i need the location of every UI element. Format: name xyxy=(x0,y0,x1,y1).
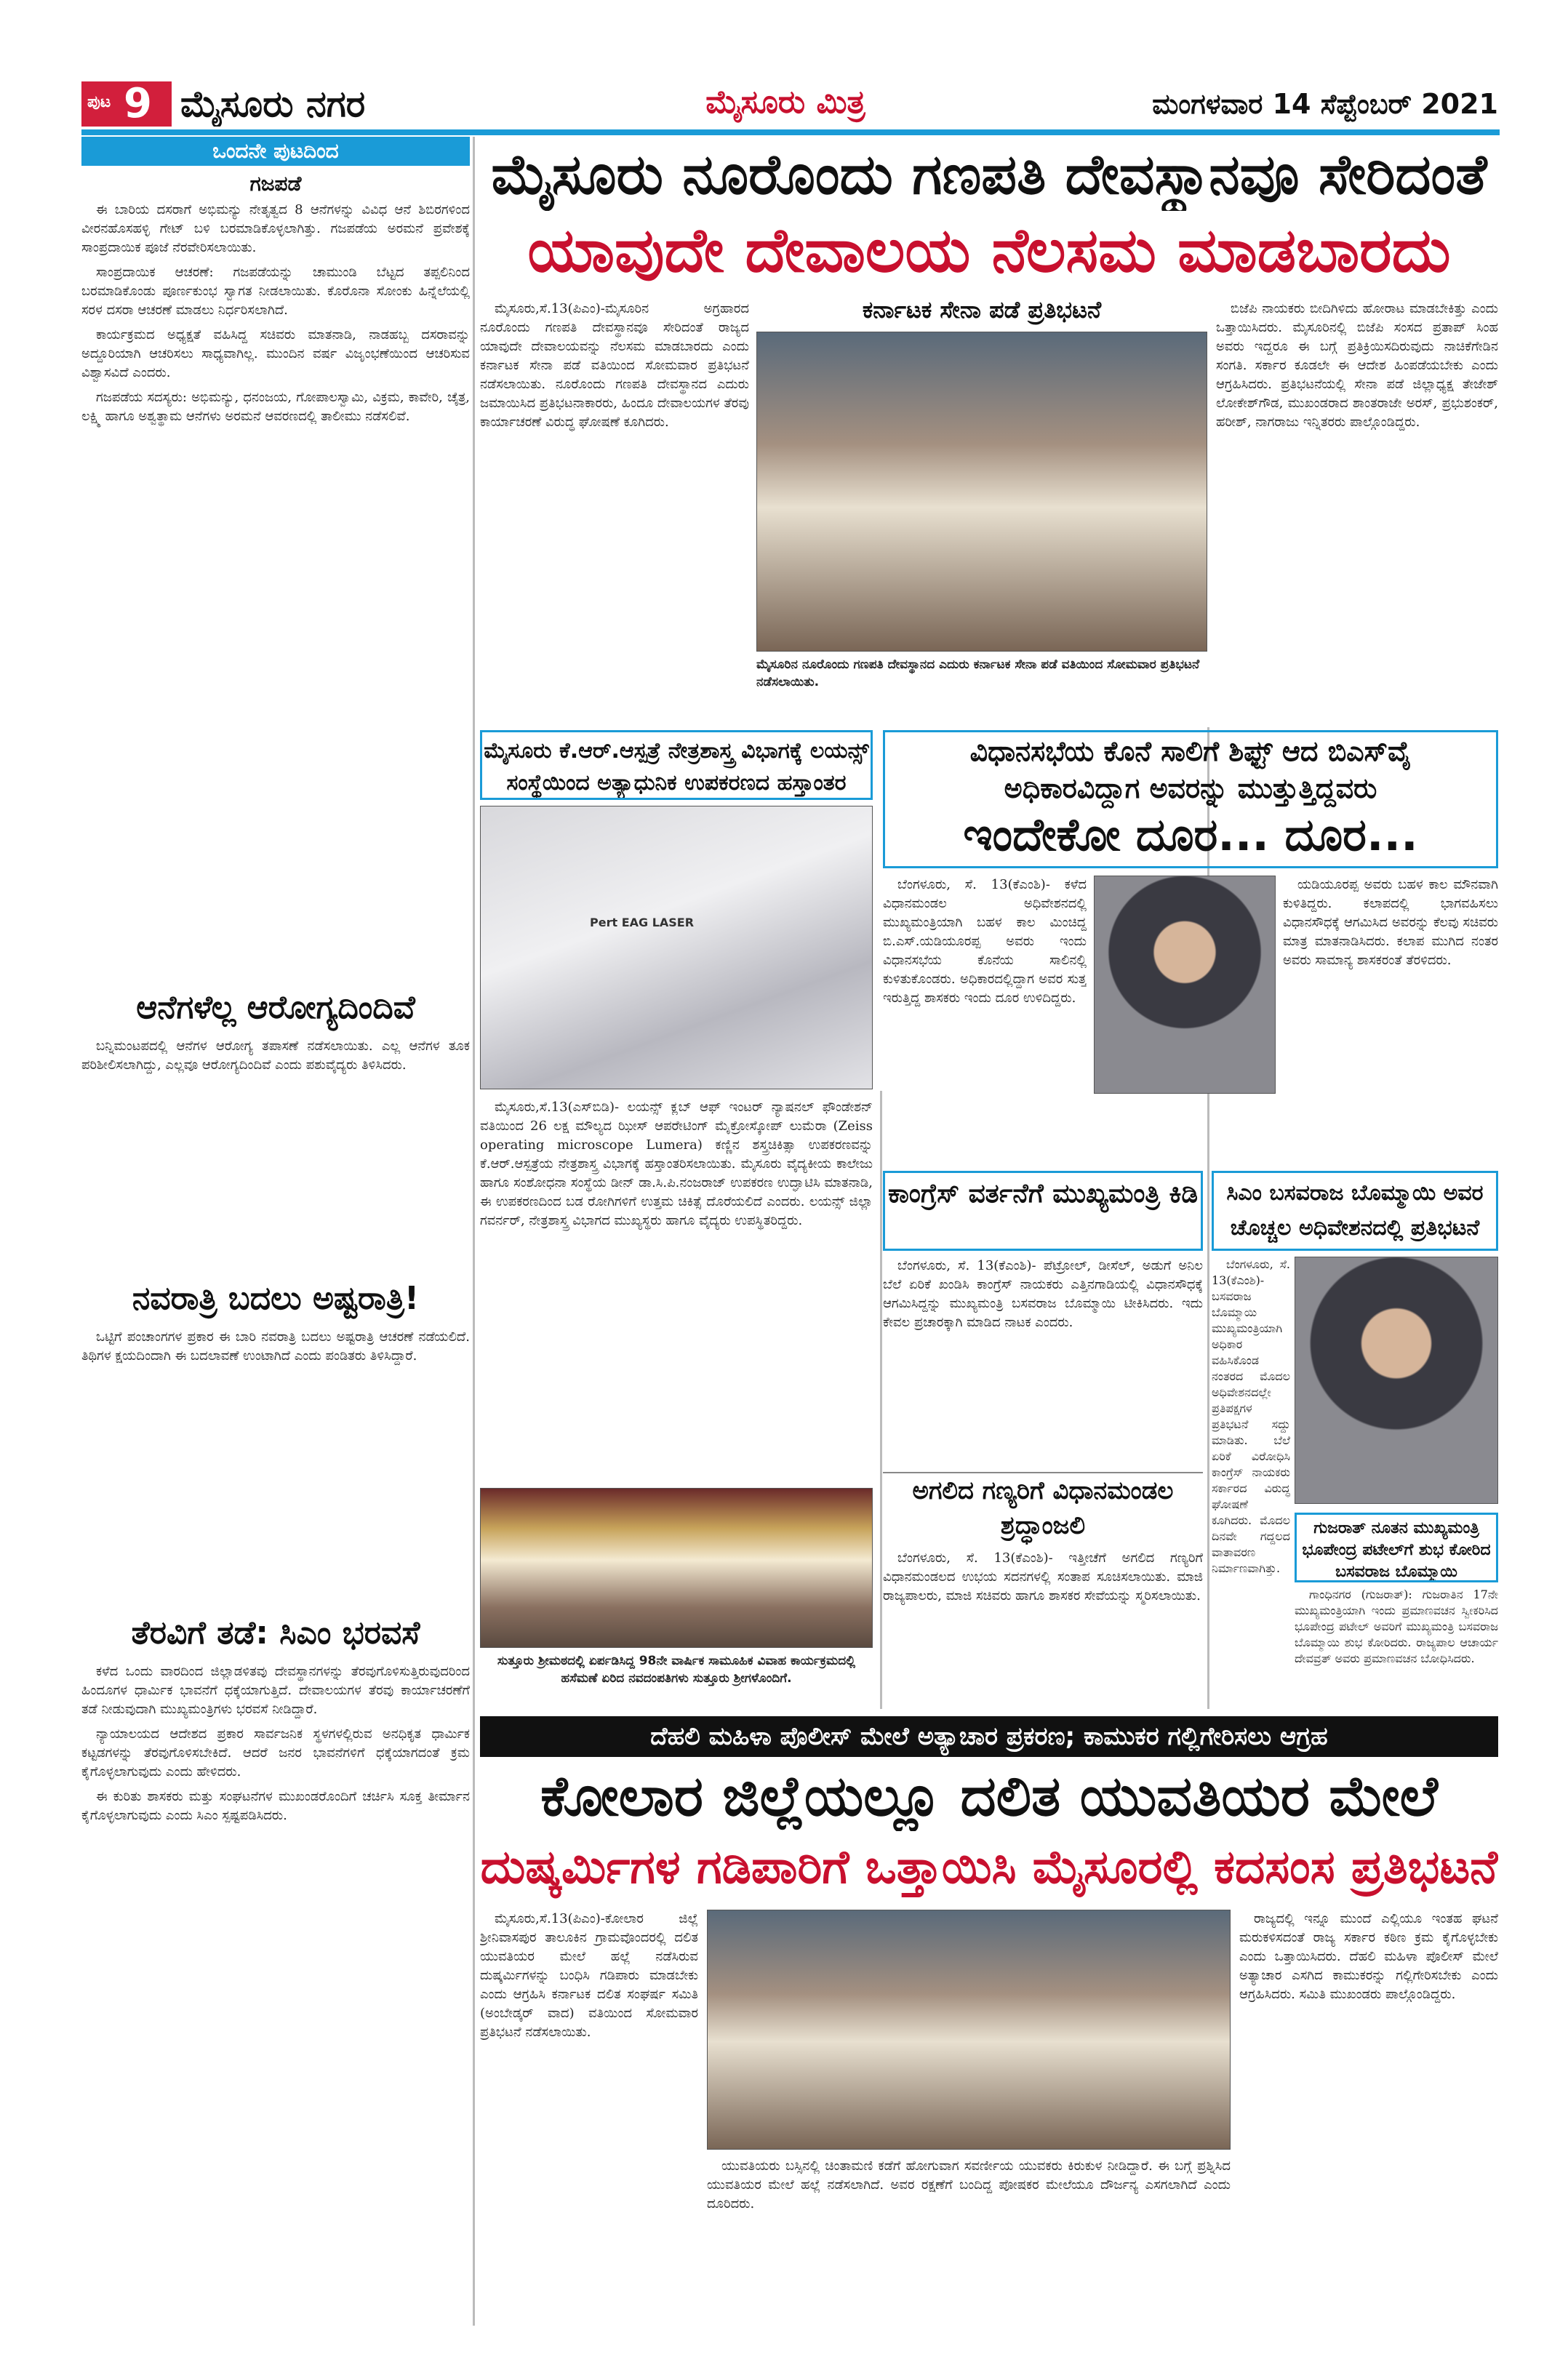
paragraph: ಮೈಸೂರು,ಸೆ.13(ಪಿಎಂ)-ಮೈಸೂರಿನ ಅಗ್ರಹಾರದ ನೂರೊಂದು ಗಣಪತಿ ದೇವಸ್ಥಾನವೂ ಸೇರಿದಂತೆ ರಾಜ್ಯದ ಯಾವುದೇ ದೇವಾಲಯವನ್ನು ನೆಲಸಮ ಮಾಡಬಾರದು ಎಂದು ಕರ್ನಾಟಕ ಸೇನಾ ಪಡೆ ವತಿಯಿಂದ ಸೋಮವಾರ ಪ್ರತಿಭಟನೆ ನಡೆಸಲಾಯಿತು. ನೂರೊಂದು ಗಣಪತಿ ದೇವಸ್ಥಾನದ ಎದುರು ಜಮಾಯಿಸಿದ ಪ್ರತಿಭಟನಾಕಾರರು, ಹಿಂದೂ ದೇವಾಲಯಗಳ ತೆರವು ಕಾರ್ಯಾಚರಣೆ ವಿರುದ್ಧ ಘೋಷಣೆ ಕೂಗಿದರು. xyxy=(480,301,749,430)
protest-photo xyxy=(707,1910,1231,2150)
story-heading: ಆನೆಗಳೆಲ್ಲ ಆರೋಗ್ಯದಿಂದಿವೆ xyxy=(136,989,415,1026)
cm-photo xyxy=(1295,1257,1498,1504)
column-divider xyxy=(1207,727,1209,1709)
article-body xyxy=(883,876,1087,1166)
paragraph: ಈ ಕುರಿತು ಶಾಸಕರು ಮತ್ತು ಸಂಘಟನೆಗಳ ಮುಖಂಡರೊಂದಿಗೆ ಚರ್ಚಿಸಿ ಸೂಕ್ತ ತೀರ್ಮಾನ ಕೈಗೊಳ್ಳಲಾಗುವುದು ಎಂದು ಸಿಎಂ ಸ್ಪಷ್ಟಪಡಿಸಿದರು. xyxy=(81,1789,470,1823)
article-body xyxy=(707,2157,1231,2324)
paragraph: ಗಾಂಧಿನಗರ (ಗುಜರಾತ್): ಗುಜರಾತಿನ 17ನೇ ಮುಖ್ಯಮಂತ್ರಿಯಾಗಿ ಇಂದು ಪ್ರಮಾಣವಚನ ಸ್ವೀಕರಿಸಿದ ಭೂಪೇಂದ್ರ ಪಟೇಲ್ ಅವರಿಗೆ ಮುಖ್ಯಮಂತ್ರಿ ಬಸವರಾಜ ಬೊಮ್ಮಾಯಿ ಶುಭ ಕೋರಿದರು. ರಾಜ್ಯಪಾಲ ಆಚಾರ್ಯ ದೇವವ್ರತ್ ಅವರು ಪ್ರಮಾಣವಚನ ಬೋಧಿಸಿದರು. xyxy=(1295,1588,1498,1665)
article-body xyxy=(1295,1587,1498,1710)
bsy-photo xyxy=(1094,876,1276,1094)
story-kicker-bar: ದೆಹಲಿ ಮಹಿಳಾ ಪೊಲೀಸ್ ಮೇಲೆ ಅತ್ಯಾಚಾರ ಪ್ರಕರಣ; ಕಾಮುಕರ ಗಲ್ಲಿಗೇರಿಸಲು ಆಗ್ರಹ xyxy=(480,1716,1498,1757)
article-body xyxy=(1239,1910,1498,2324)
paragraph: ಬೆಂಗಳೂರು, ಸೆ. 13(ಕೆಎಂಶಿ)- ಬಸವರಾಜ ಬೊಮ್ಮಾಯಿ ಮುಖ್ಯಮಂತ್ರಿಯಾಗಿ ಅಧಿಕಾರ ವಹಿಸಿಕೊಂಡ ನಂತರದ ಮೊದಲ ಅಧಿವೇಶನದಲ್ಲೇ ಪ್ರತಿಪಕ್ಷಗಳ ಪ್ರತಿಭಟನೆ ಸದ್ದು ಮಾಡಿತು. ಬೆಲೆ ಏರಿಕೆ ವಿರೋಧಿಸಿ ಕಾಂಗ್ರೆಸ್ ನಾಯಕರು ಸರ್ಕಾರದ ವಿರುದ್ಧ ಘೋಷಣೆ ಕೂಗಿದರು. ಮೊದಲ ದಿನವೇ ಗದ್ದಲದ ವಾತಾವರಣ ನಿರ್ಮಾಣವಾಗಿತ್ತು. xyxy=(1212,1257,1290,1575)
paragraph: ಬೆಂಗಳೂರು, ಸೆ. 13(ಕೆಎಂಶಿ)- ಪೆಟ್ರೋಲ್, ಡೀಸೆಲ್, ಅಡುಗೆ ಅನಿಲ ಬೆಲೆ ಏರಿಕೆ ಖಂಡಿಸಿ ಕಾಂಗ್ರೆಸ್ ನಾಯಕರು ಎತ್ತಿನಗಾಡಿಯಲ್ಲಿ ವಿಧಾನಸೌಧಕ್ಕೆ ಆಗಮಿಸಿದ್ದನ್ನು ಮುಖ್ಯಮಂತ್ರಿ ಬಸವರಾಜ ಬೊಮ್ಮಾಯಿ ಟೀಕಿಸಿದರು. ಇದು ಕೇವಲ ಪ್ರಚಾರಕ್ಕಾಗಿ ಮಾಡಿದ ನಾಟಕ ಎಂದರು. xyxy=(883,1258,1203,1330)
equipment-handover-photo xyxy=(480,806,873,1089)
article-body xyxy=(480,1910,698,2324)
story-headline-box: ಮೈಸೂರು ಕೆ.ಆರ್.ಆಸ್ಪತ್ರೆ ನೇತ್ರಶಾಸ್ತ್ರ ವಿಭಾಗಕ್ಕೆ ಲಯನ್ಸ್ ಸಂಸ್ಥೆಯಿಂದ ಅತ್ಯಾಧುನಿಕ ಉಪಕರಣದ ಹಸ್ತಾಂತರ xyxy=(480,730,873,800)
headline-red: ದುಷ್ಕರ್ಮಿಗಳ ಗಡಿಪಾರಿಗೆ ಒತ್ತಾಯಿಸಿ ಮೈಸೂರಲ್ಲಿ ಕದಸಂಸ ಪ್ರತಿಭಟನೆ xyxy=(480,1841,1498,1894)
paragraph: ಬನ್ನಿಮಂಟಪದಲ್ಲಿ ಆನೆಗಳ ಆರೋಗ್ಯ ತಪಾಸಣೆ ನಡೆಸಲಾಯಿತು. ಎಲ್ಲ ಆನೆಗಳ ತೂಕ ಪರಿಶೀಲಿಸಲಾಗಿದ್ದು, ಎಲ್ಲವೂ ಆರೋಗ್ಯದಿಂದಿವೆ ಎಂದು ಪಶುವೈದ್ಯರು ತಿಳಿಸಿದರು. xyxy=(81,1038,470,1073)
paragraph: ಮೈಸೂರು,ಸೆ.13(ಪಿಎಂ)-ಕೋಲಾರ ಜಿಲ್ಲೆ ಶ್ರೀನಿವಾಸಪುರ ತಾಲೂಕಿನ ಗ್ರಾಮವೊಂದರಲ್ಲಿ ದಲಿತ ಯುವತಿಯರ ಮೇಲೆ ಹಲ್ಲೆ ನಡೆಸಿರುವ ದುಷ್ಕರ್ಮಿಗಳನ್ನು ಬಂಧಿಸಿ ಗಡಿಪಾರು ಮಾಡಬೇಕು ಎಂದು ಆಗ್ರಹಿಸಿ ಕರ್ನಾಟಕ ದಲಿತ ಸಂಘರ್ಷ ಸಮಿತಿ (ಅಂಬೇಡ್ಕರ್ ವಾದ) ವತಿಯಿಂದ ಸೋಮವಾರ ಪ್ರತಿಭಟನೆ ನಡೆಸಲಾಯಿತು. xyxy=(480,1911,698,2040)
headline: ಕೋಲಾರ ಜಿಲ್ಲೆಯಲ್ಲೂ ದಲಿತ ಯುವತಿಯರ ಮೇಲೆ xyxy=(540,1764,1438,1828)
photo-caption: ಮೈಸೂರಿನ ನೂರೊಂದು ಗಣಪತಿ ದೇವಸ್ಥಾನದ ಎದುರು ಕರ್ನಾಟಕ ಸೇನಾ ಪಡೆ ವತಿಯಿಂದ ಸೋಮವಾರ ಪ್ರತಿಭಟನೆ ನಡೆಸಲಾಯಿತು. xyxy=(756,657,1200,689)
equipment-label: Pert EAG LASER xyxy=(590,916,695,929)
paragraph: ಕಳೆದ ಒಂದು ವಾರದಿಂದ ಜಿಲ್ಲಾಡಳಿತವು ದೇವಸ್ಥಾನಗಳನ್ನು ತೆರವುಗೊಳಿಸುತ್ತಿರುವುದರಿಂದ ಹಿಂದೂಗಳ ಧಾರ್ಮಿಕ ಭಾವನೆಗೆ ಧಕ್ಕೆಯಾಗುತ್ತಿದೆ. ದೇವಾಲಯಗಳ ತೆರವು ಕಾರ್ಯಾಚರಣೆಗೆ ತಡೆ ನೀಡುವುದಾಗಿ ಮುಖ್ಯಮಂತ್ರಿಗಳು ಭರವಸೆ ನೀಡಿದ್ದಾರೆ. xyxy=(81,1664,470,1717)
paragraph: ಬಿಜೆಪಿ ನಾಯಕರು ಬೀದಿಗಿಳಿದು ಹೋರಾಟ ಮಾಡಬೇಕಿತ್ತು ಎಂದು ಒತ್ತಾಯಿಸಿದರು. ಮೈಸೂರಿನಲ್ಲಿ ಬಿಜೆಪಿ ಸಂಸದ ಪ್ರತಾಪ್ ಸಿಂಹ ಅವರು ಇದ್ದರೂ ಈ ಬಗ್ಗೆ ಪ್ರತಿಕ್ರಿಯಿಸದಿರುವುದು ನಾಚಿಕೆಗೇಡಿನ ಸಂಗತಿ. ಸರ್ಕಾರ ಕೂಡಲೇ ಈ ಆದೇಶ ಹಿಂಪಡೆಯಬೇಕು ಎಂದು ಆಗ್ರಹಿಸಿದರು. ಪ್ರತಿಭಟನೆಯಲ್ಲಿ ಸೇನಾ ಪಡೆ ಜಿಲ್ಲಾಧ್ಯಕ್ಷ ತೇಜೇಶ್ ಲೋಕೇಶ್‌ಗೌಡ, ಮುಖಂಡರಾದ ಶಾಂತರಾಜೇ ಅರಸ್, ಪ್ರಭುಶಂಕರ್, ಹರೀಶ್, ನಾಗರಾಜು ಇನ್ನಿತರರು ಪಾಲ್ಗೊಂಡಿದ್ದರು. xyxy=(1216,301,1498,430)
article-body xyxy=(81,1037,470,1270)
paragraph: ಯಡಿಯೂರಪ್ಪ ಅವರು ಬಹಳ ಕಾಲ ಮೌನವಾಗಿ ಕುಳಿತಿದ್ದರು. ಕಲಾಪದಲ್ಲಿ ಭಾಗವಹಿಸಲು ವಿಧಾನಸೌಧಕ್ಕೆ ಆಗಮಿಸಿದ ಅವರನ್ನು ಕೆಲವು ಸಚಿವರು ಮಾತ್ರ ಮಾತನಾಡಿಸಿದರು. ಕಲಾಪ ಮುಗಿದ ನಂತರ ಅವರು ಸಾಮಾನ್ಯ ಶಾಸಕರಂತೆ ತೆರಳಿದರು. xyxy=(1283,877,1498,968)
paragraph: ಸಾಂಪ್ರದಾಯಿಕ ಆಚರಣೆ: ಗಜಪಡೆಯನ್ನು ಚಾಮುಂಡಿ ಬೆಟ್ಟದ ತಪ್ಪಲಿನಿಂದ ಬರಮಾಡಿಕೊಂಡು ಪೂರ್ಣಕುಂಭ ಸ್ವಾಗತ ನೀಡಲಾಯಿತು. ಕೊರೊನಾ ಸೋಂಕು ಹಿನ್ನೆಲೆಯಲ್ಲಿ ಸರಳ ದಸರಾ ಆಚರಣೆ ಮಾಡಲು ನಿರ್ಧರಿಸಲಾಗಿದೆ. xyxy=(81,265,470,318)
story-heading: ಗಜಪಡೆ xyxy=(249,172,302,196)
continued-banner: ಒಂದನೇ ಪುಟದಿಂದ xyxy=(81,137,470,166)
masthead-logo: ಮೈಸೂರು ಮಿತ್ರ xyxy=(705,84,865,121)
story-heading: ತೆರವಿಗೆ ತಡೆ: ಸಿಎಂ ಭರವಸೆ xyxy=(131,1614,420,1652)
column-divider xyxy=(473,137,475,2326)
page-number: 9 xyxy=(124,81,152,127)
article-body xyxy=(1212,1257,1290,1693)
paragraph: ಕಾರ್ಯಕ್ರಮದ ಅಧ್ಯಕ್ಷತೆ ವಹಿಸಿದ್ದ ಸಚಿವರು ಮಾತನಾಡಿ, ನಾಡಹಬ್ಬ ದಸರಾವನ್ನು ಅದ್ದೂರಿಯಾಗಿ ಆಚರಿಸಲು ಸಾಧ್ಯವಾಗಿಲ್ಲ. ಮುಂದಿನ ವರ್ಷ ವಿಜೃಂಭಣೆಯಿಂದ ಆಚರಿಸುವ ವಿಶ್ವಾಸವಿದೆ ಎಂದರು. xyxy=(81,327,470,380)
paragraph: ಒಟ್ಟಿಗೆ ಪಂಚಾಂಗಗಳ ಪ್ರಕಾರ ಈ ಬಾರಿ ನವರಾತ್ರಿ ಬದಲು ಅಷ್ಟರಾತ್ರಿ ಆಚರಣೆ ನಡೆಯಲಿದೆ. ತಿಥಿಗಳ ಕ್ಷಯದಿಂದಾಗಿ ಈ ಬದಲಾವಣೆ ಉಂಟಾಗಿದೆ ಎಂದು ಪಂಡಿತರು ತಿಳಿಸಿದ್ದಾರೆ. xyxy=(81,1329,470,1364)
paragraph: ಬೆಂಗಳೂರು, ಸೆ. 13(ಕೆಎಂಶಿ)- ಕಳೆದ ವಿಧಾನಮಂಡಲ ಅಧಿವೇಶನದಲ್ಲಿ ಮುಖ್ಯಮಂತ್ರಿಯಾಗಿ ಬಹಳ ಕಾಲ ಮಿಂಚಿದ್ದ ಬಿ.ಎಸ್.ಯಡಿಯೂರಪ್ಪ ಅವರು ಇಂದು ವಿಧಾನಸಭೆಯ ಕೊನೆಯ ಸಾಲಿನಲ್ಲಿ ಕುಳಿತುಕೊಂಡರು. ಅಧಿಕಾರದಲ್ಲಿದ್ದಾಗ ಅವರ ಸುತ್ತ ಇರುತ್ತಿದ್ದ ಶಾಸಕರು ಇಂದು ದೂರ ಉಳಿದಿದ್ದರು. xyxy=(883,877,1087,1006)
article-body xyxy=(81,201,470,979)
page-number-box xyxy=(81,81,172,127)
article-body xyxy=(883,1257,1203,1468)
article-body xyxy=(1216,300,1498,721)
article-body xyxy=(480,300,749,721)
paragraph: ರಾಜ್ಯದಲ್ಲಿ ಇನ್ನೂ ಮುಂದೆ ಎಲ್ಲಿಯೂ ಇಂತಹ ಘಟನೆ ಮರುಕಳಿಸದಂತೆ ರಾಜ್ಯ ಸರ್ಕಾರ ಕಠಿಣ ಕ್ರಮ ಕೈಗೊಳ್ಳಬೇಕು ಎಂದು ಒತ್ತಾಯಿಸಿದರು. ದೆಹಲಿ ಮಹಿಳಾ ಪೊಲೀಸ್ ಮೇಲೆ ಅತ್ಯಾಚಾರ ಎಸಗಿದ ಕಾಮುಕರನ್ನು ಗಲ್ಲಿಗೇರಿಸಬೇಕು ಎಂದು ಆಗ್ರಹಿಸಿದರು. ಸಮಿತಿ ಮುಖಂಡರು ಪಾಲ್ಗೊಂಡಿದ್ದರು. xyxy=(1239,1911,1498,2002)
story-headline-box: ಸಿಎಂ ಬಸವರಾಜ ಬೊಮ್ಮಾಯಿ ಅವರ ಚೊಚ್ಚಲ ಅಧಿವೇಶನದಲ್ಲಿ ಪ್ರತಿಭಟನೆ xyxy=(1212,1171,1498,1251)
section-name: ಮೈಸೂರು ನಗರ xyxy=(180,83,366,125)
story-headline: ಅಗಲಿದ ಗಣ್ಯರಿಗೆ ವಿಧಾನಮಂಡಲ ಶ್ರದ್ಧಾಂಜಲಿ xyxy=(883,1472,1203,1545)
mass-wedding-photo xyxy=(480,1488,873,1648)
issue-date: ಮಂಗಳವಾರ 14 ಸೆಪ್ಟೆಂಬರ್ 2021 xyxy=(1152,88,1498,120)
page-label: ಪುಟ xyxy=(87,93,111,111)
paragraph: ಮೈಸೂರು,ಸೆ.13(ಎಸ್‌ಬಿಡಿ)- ಲಯನ್ಸ್ ಕ್ಲಬ್ ಆಫ್ ಇಂಟರ್ ನ್ಯಾಷನಲ್ ಫೌಂಡೇಶನ್ ವತಿಯಿಂದ 26 ಲಕ್ಷ ಮೌಲ್ಯದ ಝೀಸ್ ಆಪರೇಟಿಂಗ್ ಮೈಕ್ರೋಸ್ಕೋಪ್ ಲುಮೆರಾ (Zeiss operating microscope Lumera) ಕಣ್ಣಿನ ಶಸ್ತ್ರಚಿಕಿತ್ಸಾ ಉಪಕರಣವನ್ನು ಕೆ.ಆರ್.ಆಸ್ಪತ್ರೆಯ ನೇತ್ರಶಾಸ್ತ್ರ ವಿಭಾಗಕ್ಕೆ ಹಸ್ತಾಂತರಿಸಲಾಯಿತು. ಮೈಸೂರು ವೈದ್ಯಕೀಯ ಕಾಲೇಜು ಹಾಗೂ ಸಂಶೋಧನಾ ಸಂಸ್ಥೆಯ ಡೀನ್ ಡಾ.ಸಿ.ಪಿ.ನಂಜರಾಜ್ ಉಪಕರಣ ಉದ್ಘಾಟಿಸಿ ಮಾತನಾಡಿ, ಈ ಉಪಕರಣದಿಂದ ಬಡ ರೋಗಿಗಳಿಗೆ ಉತ್ತಮ ಚಿಕಿತ್ಸೆ ದೊರೆಯಲಿದೆ ಎಂದರು. ಲಯನ್ಸ್ ಜಿಲ್ಲಾ ಗವರ್ನರ್, ನೇತ್ರಶಾಸ್ತ್ರ ವಿಭಾಗದ ಮುಖ್ಯಸ್ಥರು ಹಾಗೂ ವೈದ್ಯರು ಉಪಸ್ಥಿತರಿದ್ದರು. xyxy=(480,1100,873,1228)
header-rule xyxy=(81,129,1500,135)
article-body xyxy=(1283,876,1498,1166)
headline: ಅಧಿಕಾರವಿದ್ದಾಗ ಅವರನ್ನು ಮುತ್ತುತ್ತಿದ್ದವರು xyxy=(1004,772,1377,804)
paragraph: ಗಜಪಡೆಯ ಸದಸ್ಯರು: ಅಭಿಮನ್ಯು, ಧನಂಜಯ, ಗೋಪಾಲಸ್ವಾಮಿ, ವಿಕ್ರಮ, ಕಾವೇರಿ, ಚೈತ್ರ, ಲಕ್ಷ್ಮಿ ಹಾಗೂ ಅಶ್ವತ್ಥಾಮ ಆನೆಗಳು ಅರಮನೆ ಆವರಣದಲ್ಲಿ ತಾಲೀಮು ನಡೆಸಲಿವೆ. xyxy=(81,390,470,424)
headline-red: ಯಾವುದೇ ದೇವಾಲಯ ನೆಲಸಮ ಮಾಡಬಾರದು xyxy=(527,215,1451,286)
column-divider xyxy=(880,1091,882,1709)
story-headline-box: ಗುಜರಾತ್ ನೂತನ ಮುಖ್ಯಮಂತ್ರಿ ಭೂಪೇಂದ್ರ ಪಟೇಲ್‌ಗೆ ಶುಭ ಕೋರಿದ ಬಸವರಾಜ ಬೊಮ್ಮಾಯಿ xyxy=(1295,1513,1498,1582)
photo-caption: ಸುತ್ತೂರು ಶ್ರೀಮಠದಲ್ಲಿ ಏರ್ಪಡಿಸಿದ್ದ 98ನೇ ವಾರ್ಷಿಕ ಸಾಮೂಹಿಕ ವಿವಾಹ ಕಾರ್ಯಕ್ರಮದಲ್ಲಿ ಹಸೆಮಣೆ ಏರಿದ ನವದಂಪತಿಗಳು ಸುತ್ತೂರು ಶ್ರೀಗಳೊಂದಿಗೆ. xyxy=(497,1654,856,1686)
paragraph: ಯುವತಿಯರು ಬಸ್ಸಿನಲ್ಲಿ ಚಿಂತಾಮಣಿ ಕಡೆಗೆ ಹೋಗುವಾಗ ಸವರ್ಣೀಯ ಯುವಕರು ಕಿರುಕುಳ ನೀಡಿದ್ದಾರೆ. ಈ ಬಗ್ಗೆ ಪ್ರಶ್ನಿಸಿದ ಯುವತಿಯರ ಮೇಲೆ ಹಲ್ಲೆ ನಡೆಸಲಾಗಿದೆ. ಅವರ ರಕ್ಷಣೆಗೆ ಬಂದಿದ್ದ ಪೋಷಕರ ಮೇಲೆಯೂ ದೌರ್ಜನ್ಯ ಎಸಗಲಾಗಿದೆ ಎಂದು ದೂರಿದರು. xyxy=(707,2158,1231,2211)
paragraph: ನ್ಯಾಯಾಲಯದ ಆದೇಶದ ಪ್ರಕಾರ ಸಾರ್ವಜನಿಕ ಸ್ಥಳಗಳಲ್ಲಿರುವ ಅನಧಿಕೃತ ಧಾರ್ಮಿಕ ಕಟ್ಟಡಗಳನ್ನು ತೆರವುಗೊಳಿಸಬೇಕಿದೆ. ಆದರೆ ಜನರ ಭಾವನೆಗಳಿಗೆ ಧಕ್ಕೆಯಾಗದಂತೆ ಕ್ರಮ ಕೈಗೊಳ್ಳಲಾಗುವುದು ಎಂದು ಹೇಳಿದರು. xyxy=(81,1726,470,1779)
headline: ವಿಧಾನಸಭೆಯ ಕೊನೆ ಸಾಲಿಗೆ ಶಿಫ್ಟ್ ಆದ ಬಿಎಸ್‌ವೈ xyxy=(969,735,1412,767)
story-kicker: ಕರ್ನಾಟಕ ಸೇನಾ ಪಡೆ ಪ್ರತಿಭಟನೆ xyxy=(862,296,1102,324)
headline-large: ಇಂದೇಕೋ ದೂರ... ದೂರ... xyxy=(963,808,1418,861)
paragraph: ಬೆಂಗಳೂರು, ಸೆ. 13(ಕೆಎಂಶಿ)- ಇತ್ತೀಚೆಗೆ ಅಗಲಿದ ಗಣ್ಯರಿಗೆ ವಿಧಾನಮಂಡಲದ ಉಭಯ ಸದನಗಳಲ್ಲಿ ಸಂತಾಪ ಸೂಚಿಸಲಾಯಿತು. ಮಾಜಿ ರಾಜ್ಯಪಾಲರು, ಮಾಜಿ ಸಚಿವರು ಹಾಗೂ ಶಾಸಕರ ಸೇವೆಯನ್ನು ಸ್ಮರಿಸಲಾಯಿತು. xyxy=(883,1550,1203,1604)
paragraph: ಈ ಬಾರಿಯ ದಸರಾಗೆ ಅಭಿಮನ್ಯು ನೇತೃತ್ವದ 8 ಆನೆಗಳನ್ನು ವಿವಿಧ ಆನೆ ಶಿಬಿರಗಳಿಂದ ವೀರನಹೊಸಹಳ್ಳಿ ಗೇಟ್ ಬಳಿ ಬರಮಾಡಿಕೊಳ್ಳಲಾಗಿತ್ತು. ಗಜಪಡೆಯ ಅರಮನೆ ಪ್ರವೇಶಕ್ಕೆ ಸಾಂಪ್ರದಾಯಿಕ ಪೂಜೆ ನೆರವೇರಿಸಲಾಯಿತು. xyxy=(81,202,470,255)
headline: ಮೈಸೂರು ನೂರೊಂದು ಗಣಪತಿ ದೇವಸ್ಥಾನವೂ ಸೇರಿದಂತೆ xyxy=(491,142,1487,207)
story-heading: ನವರಾತ್ರಿ ಬದಲು ಅಷ್ಟರಾತ್ರಿ! xyxy=(132,1280,420,1317)
story-headline-box: ಕಾಂಗ್ರೆಸ್ ವರ್ತನೆಗೆ ಮುಖ್ಯಮಂತ್ರಿ ಕಿಡಿ xyxy=(883,1171,1203,1251)
article-body xyxy=(883,1549,1203,1709)
article-body xyxy=(81,1662,470,2324)
story-headline-box xyxy=(883,730,1498,868)
protest-photo xyxy=(756,332,1207,652)
article-body xyxy=(81,1328,470,1604)
